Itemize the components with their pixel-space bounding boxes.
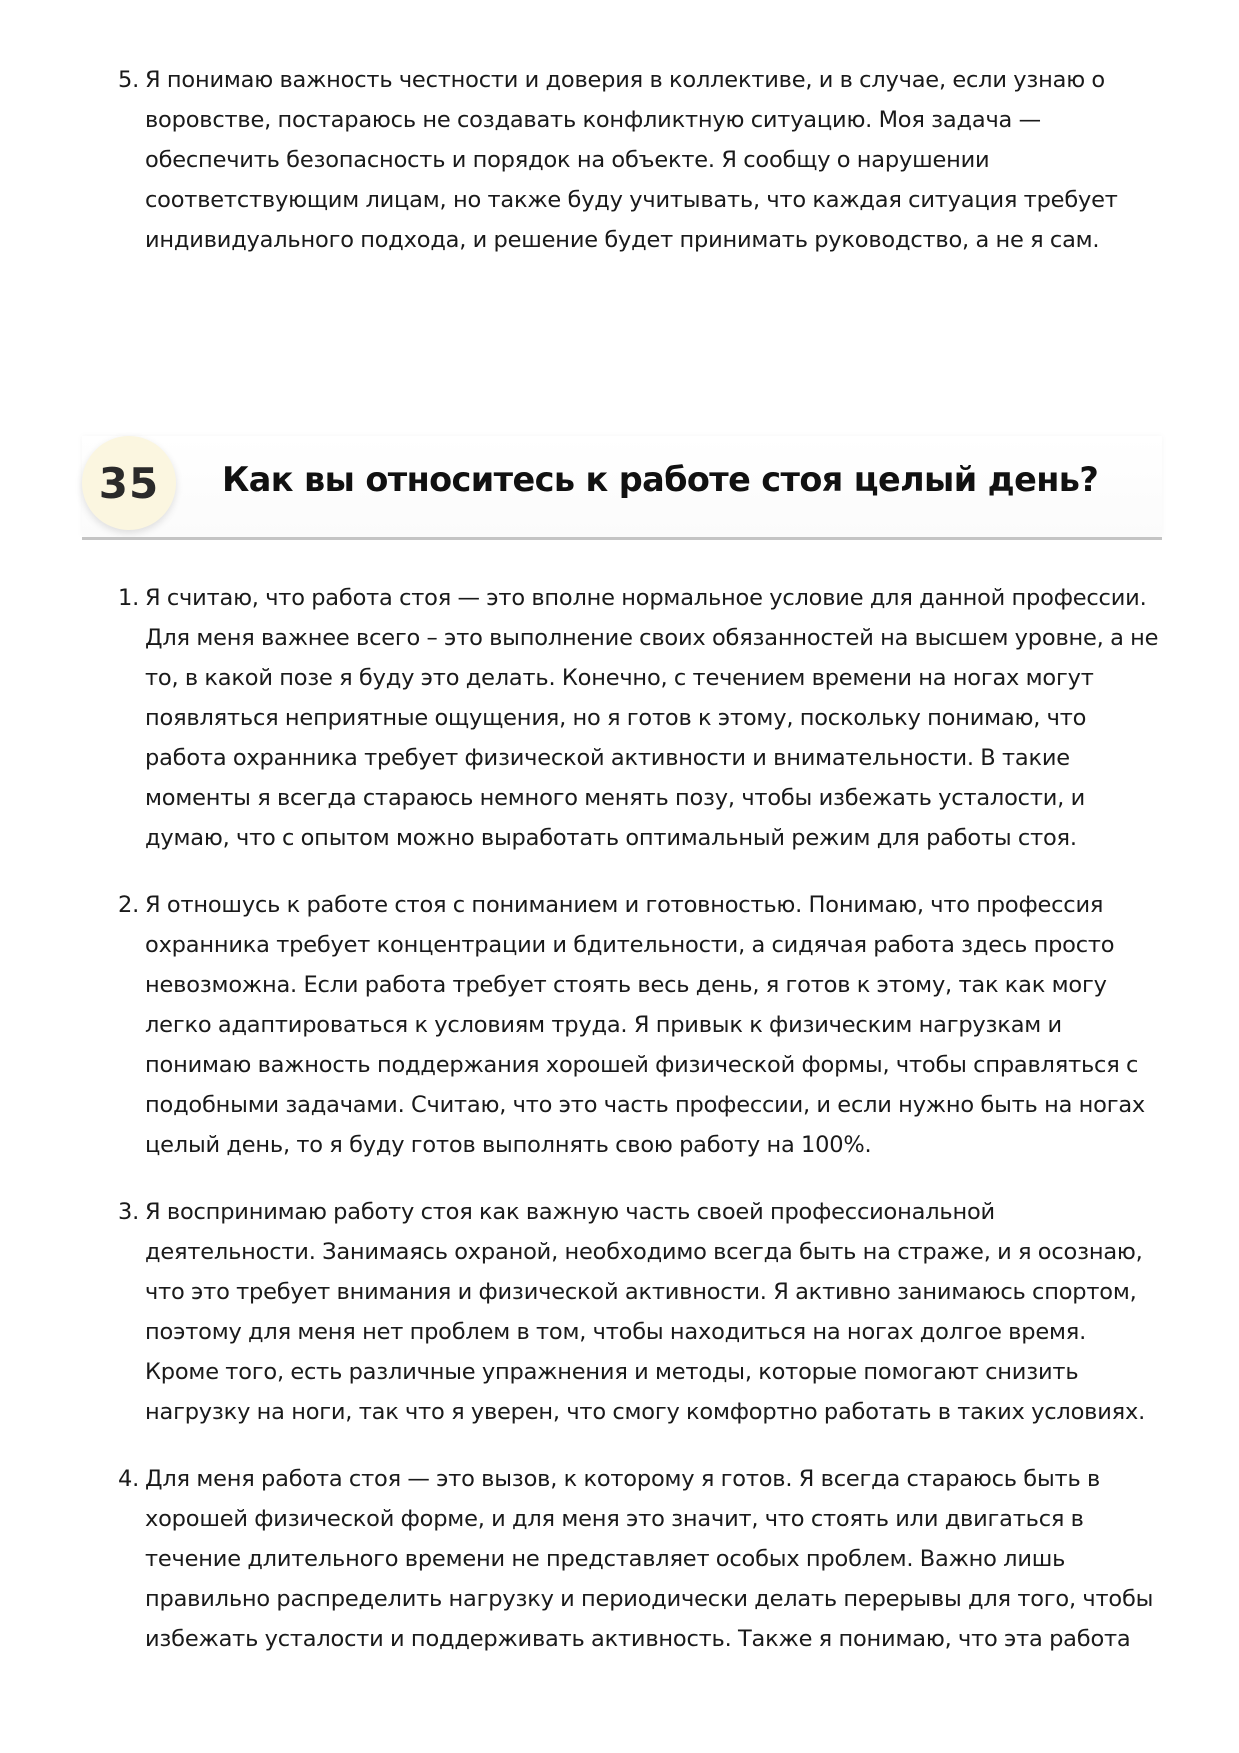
list-item-number: 4. — [118, 1466, 140, 1492]
list-item — [118, 578, 1164, 858]
list-item-text: Я считаю, что работа стоя — это вполне нормальное условие для данной профессии. Для меня важнее всего – это выполнение своих обязанностей на высшем уровне, а не то, в какой позе я буду это делать. Конечно, с течением времени на ногах могут появляться неприятные ощущения, но я готов к этому, поскольку понимаю, что работа охранника требует физической активности и внимательности. В такие моменты я всегда стараюсь немного менять позу, чтобы избежать усталости, и думаю, что с опытом можно выработать оптимальный режим для работы стоя. — [145, 585, 1159, 851]
list-item-text: Я понимаю важность честности и доверия в коллективе, и в случае, если узнаю о воровстве, постараюсь не создавать конфликтную ситуацию. Моя задача — обеспечить безопасность и порядок на объекте. Я сообщу о нарушении соответствующим лицам, но также буду учитывать, что каждая ситуация требует индивидуального подхода, и решение будет принимать руководство, а не я сам. — [145, 67, 1118, 253]
question-number-badge: 35 — [82, 436, 176, 530]
list-item — [118, 885, 1164, 1165]
answers-list — [118, 578, 1164, 1686]
list-item — [118, 1459, 1164, 1659]
list-item-number: 1. — [118, 585, 140, 611]
list-item — [118, 1192, 1164, 1432]
previous-answers-list — [118, 60, 1164, 287]
list-item-number: 5. — [118, 67, 140, 93]
question-header — [82, 436, 1162, 540]
list-item-number: 3. — [118, 1199, 140, 1225]
list-item-text: Для меня работа стоя — это вызов, к которому я готов. Я всегда стараюсь быть в хорошей физической форме, и для меня это значит, что стоять или двигаться в течение длительного времени не представляет особых проблем. Важно лишь правильно распределить нагрузку и периодически делать перерывы для того, чтобы избежать усталости и поддерживать активность. Также я понимаю, что эта работа — [145, 1466, 1154, 1652]
list-item — [118, 60, 1164, 260]
list-item-text: Я отношусь к работе стоя с пониманием и готовностью. Понимаю, что профессия охранника требует концентрации и бдительности, а сидячая работа здесь просто невозможна. Если работа требует стоять весь день, я готов к этому, так как могу легко адаптироваться к условиям труда. Я привык к физическим нагрузкам и понимаю важность поддержания хорошей физической формы, чтобы справляться с подобными задачами. Считаю, что это часть профессии, и если нужно быть на ногах целый день, то я буду готов выполнять свою работу на 100%. — [145, 892, 1146, 1158]
question-divider — [82, 537, 1162, 540]
list-item-text: Я воспринимаю работу стоя как важную часть своей профессиональной деятельности. Занимаясь охраной, необходимо всегда быть на страже, и я осознаю, что это требует внимания и физической активности. Я активно занимаюсь спортом, поэтому для меня нет проблем в том, чтобы находиться на ногах долгое время. Кроме того, есть различные упражнения и методы, которые помогают снизить нагрузку на ноги, так что я уверен, что смогу комфортно работать в таких условиях. — [145, 1199, 1146, 1425]
question-title: Как вы относитесь к работе стоя целый день? — [222, 460, 1099, 499]
list-item-number: 2. — [118, 892, 140, 918]
